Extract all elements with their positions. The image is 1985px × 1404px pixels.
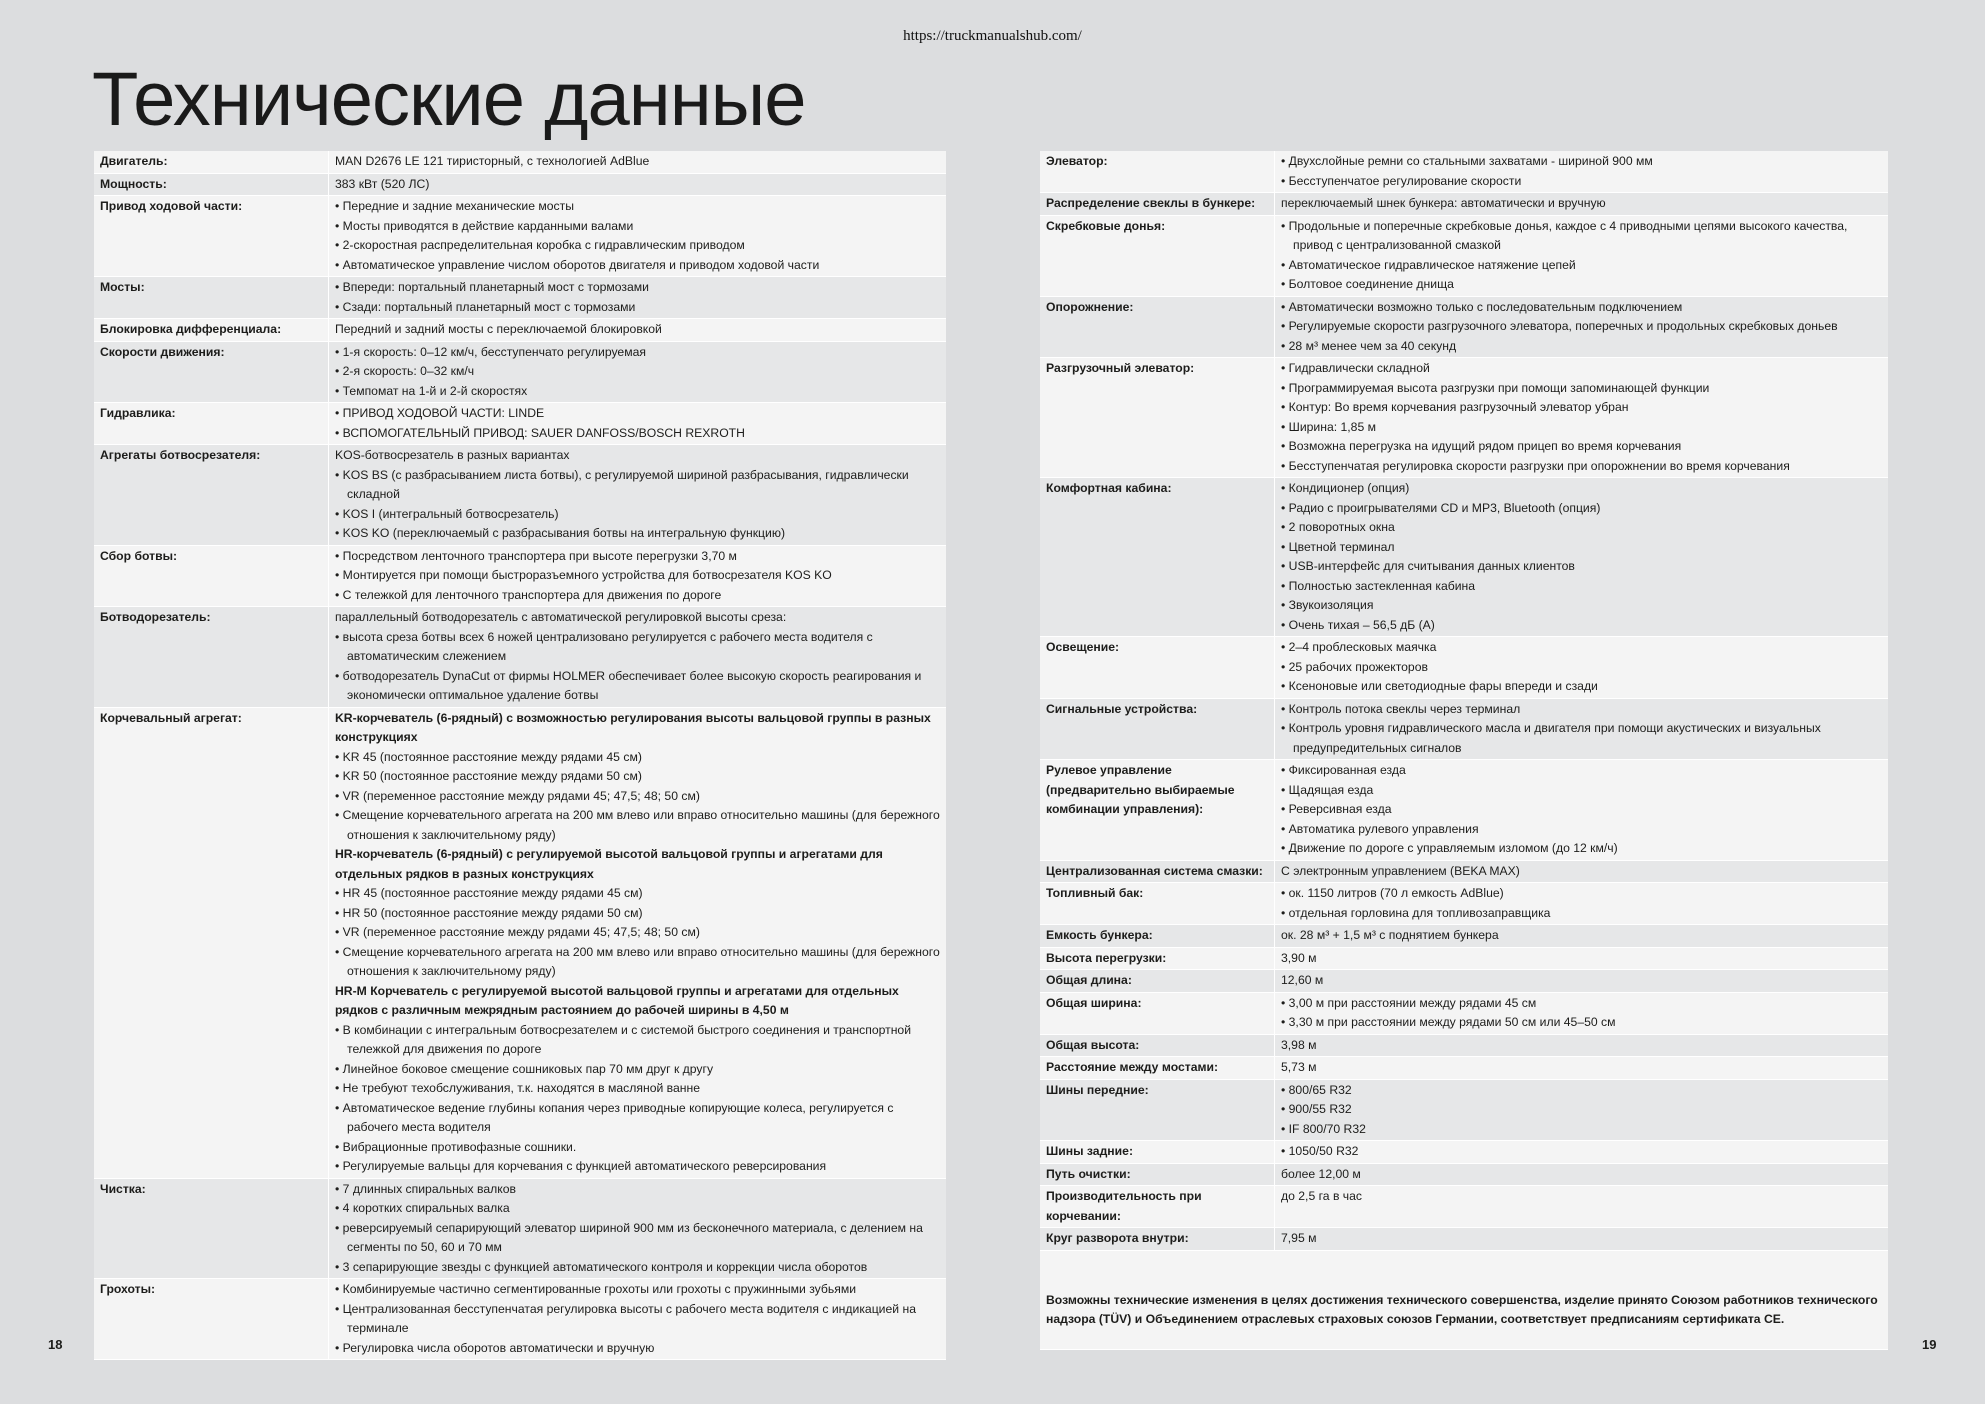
spec-row xyxy=(94,196,946,277)
spec-row xyxy=(1040,358,1888,478)
bullet-item: • Впереди: портальный планетарный мост с тормозами xyxy=(335,278,940,298)
spec-label: Чистка: xyxy=(94,1178,329,1279)
bullet-item: • 3,30 м при расстоянии между рядами 50 см или 45–50 см xyxy=(1281,1013,1882,1033)
spec-row xyxy=(1040,1057,1888,1080)
bullet-item: • 25 рабочих прожекторов xyxy=(1281,658,1882,678)
page-number-left: 18 xyxy=(48,1337,63,1352)
spec-label: Ботводорезатель: xyxy=(94,607,329,708)
bullet-item: • Мосты приводятся в действие карданными валами xyxy=(335,217,940,237)
bullet-item: • ПРИВОД ХОДОВОЙ ЧАСТИ: LINDE xyxy=(335,404,940,424)
spec-label: Блокировка дифференциала: xyxy=(94,319,329,342)
bullet-item: • Автоматическое гидравлическое натяжение цепей xyxy=(1281,256,1882,276)
value-text: KOS-ботвосрезатель в разных вариантах xyxy=(335,448,570,462)
bullet-item: • Вибрационные противофазные сошники. xyxy=(335,1138,940,1158)
spec-row xyxy=(94,341,946,403)
spec-label: Шины передние: xyxy=(1040,1079,1275,1141)
value-text: более 12,00 м xyxy=(1281,1166,1361,1181)
spec-label: Привод ходовой части: xyxy=(94,196,329,277)
value-text: 383 кВт (520 ЛС) xyxy=(335,176,430,191)
value-text: С электронным управлением (BEKA MAX) xyxy=(1281,863,1520,878)
spec-value xyxy=(329,151,947,173)
spec-value xyxy=(329,277,947,319)
spec-row xyxy=(1040,215,1888,296)
spec-label: Общая длина: xyxy=(1040,970,1275,993)
spec-value xyxy=(329,445,947,546)
spec-value xyxy=(1275,970,1889,993)
bullet-item: • 4 коротких спиральных валка xyxy=(335,1199,940,1219)
bullet-item: • Смещение корчевательного агрегата на 200 мм влево или вправо относительно машины (для бережного отношения к заключительному ряду) xyxy=(335,943,940,982)
spec-label: Централизованная система смазки: xyxy=(1040,860,1275,883)
spec-label: Производительность при корчевании: xyxy=(1040,1186,1275,1228)
spec-label: Скребковые донья: xyxy=(1040,215,1275,296)
bullet-item: • Болтовое соединение днища xyxy=(1281,275,1882,295)
bullet-item: • Комбинируемые частично сегментированные грохоты или грохоты с пружинными зубьями xyxy=(335,1280,940,1300)
spec-label: Емкость бункера: xyxy=(1040,925,1275,948)
bullet-item: • KR 45 (постоянное расстояние между рядами 45 см) xyxy=(335,748,940,768)
spec-row xyxy=(1040,760,1888,861)
spec-row xyxy=(1040,1228,1888,1251)
spec-value xyxy=(1275,478,1889,637)
bullet-item: • С тележкой для ленточного транспортера для движения по дороге xyxy=(335,586,940,606)
bullet-item: • Сзади: портальный планетарный мост с тормозами xyxy=(335,298,940,318)
value-text: 7,95 м xyxy=(1281,1231,1317,1245)
spec-label: Разгрузочный элеватор: xyxy=(1040,358,1275,478)
spec-row xyxy=(1040,193,1888,216)
bullet-item: • Движение по дороге с управляемым изломом (до 12 км/ч) xyxy=(1281,839,1882,859)
page-number-right: 19 xyxy=(1922,1337,1937,1352)
bullet-item: • KR 50 (постоянное расстояние между рядами 50 см) xyxy=(335,767,940,787)
bullet-item: • HR 45 (постоянное расстояние между рядами 45 см) xyxy=(335,884,940,904)
spec-row xyxy=(1040,1186,1888,1228)
bullet-item: • отдельная горловина для топливозаправщика xyxy=(1281,904,1882,924)
spec-label: Двигатель: xyxy=(94,151,329,173)
left-spec-table xyxy=(94,151,946,1360)
spec-value xyxy=(1275,1079,1889,1141)
bullet-item: • 2 поворотных окна xyxy=(1281,518,1882,538)
spec-label: Расстояние между мостами: xyxy=(1040,1057,1275,1080)
value-text: до 2,5 га в час xyxy=(1281,1189,1363,1203)
bullet-item: • USB-интерфейс для считывания данных клиентов xyxy=(1281,557,1882,577)
spec-value xyxy=(1275,992,1889,1034)
bullet-item: • Продольные и поперечные скребковые донья, каждое с 4 приводными цепями высокого качества, привод с централизованной смазкой xyxy=(1281,217,1882,256)
spec-value xyxy=(1275,698,1889,760)
spec-label: Сбор ботвы: xyxy=(94,545,329,607)
spec-value xyxy=(329,196,947,277)
bullet-item: • HR 50 (постоянное расстояние между рядами 50 см) xyxy=(335,904,940,924)
bullet-item: • Автоматически возможно только с последовательным подключением xyxy=(1281,298,1882,318)
bullet-item: • Цветной терминал xyxy=(1281,538,1882,558)
spec-label: Шины задние: xyxy=(1040,1141,1275,1164)
spec-row xyxy=(94,151,946,173)
subheading: KR-корчеватель (6-рядный) с возможностью регулирования высоты вальцовой группы в разных конструкциях xyxy=(335,710,931,744)
bullet-item: • VR (переменное расстояние между рядами 45; 47,5; 48; 50 см) xyxy=(335,787,940,807)
spec-row xyxy=(1040,925,1888,948)
value-text: 5,73 м xyxy=(1281,1060,1317,1074)
bullet-item: • Бесступенчатое регулирование скорости xyxy=(1281,172,1882,192)
spec-label: Комфортная кабина: xyxy=(1040,478,1275,637)
spec-row xyxy=(1040,478,1888,637)
bullet-item: • ВСПОМОГАТЕЛЬНЫЙ ПРИВОД: SAUER DANFOSS/BOSCH REXROTH xyxy=(335,424,940,444)
spec-value xyxy=(329,319,947,342)
spec-value xyxy=(1275,1163,1889,1186)
bullet-item: • 1050/50 R32 xyxy=(1281,1142,1882,1162)
spec-value xyxy=(329,707,947,1178)
bullet-item: • Регулировка числа оборотов автоматически и вручную xyxy=(335,1339,940,1359)
bullet-item: • Возможна перегрузка на идущий рядом прицеп во время корчевания xyxy=(1281,437,1882,457)
bullet-item: • Регулируемые вальцы для корчевания с функцией автоматического реверсирования xyxy=(335,1157,940,1177)
bullet-item: • Полностью застекленная кабина xyxy=(1281,577,1882,597)
bullet-item: • KOS I (интегральный ботвосрезатель) xyxy=(335,505,940,525)
subheading: HR-корчеватель (6-рядный) с регулируемой высотой вальцовой группы и агрегатами для отдельных рядков в разных конструкциях xyxy=(335,847,883,881)
bullet-item: • Гидравлически складной xyxy=(1281,359,1882,379)
value-text: ок. 28 м³ + 1,5 м³ с поднятием бункера xyxy=(1281,928,1499,942)
spec-label: Рулевое управление (предварительно выбираемые комбинации управления): xyxy=(1040,760,1275,861)
bullet-item: • 3,00 м при расстоянии между рядами 45 см xyxy=(1281,994,1882,1014)
value-text: 3,98 м xyxy=(1281,1037,1317,1052)
bullet-item: • Автоматическое управление числом оборотов двигателя и приводом ходовой части xyxy=(335,256,940,276)
subheading: HR-M Корчеватель с регулируемой высотой вальцовой группы и агрегатами для отдельных рядков с различным межрядным растоянием до рабочей ширины в 4,50 м xyxy=(335,983,899,1017)
spec-row xyxy=(1040,151,1888,193)
spec-label: Опорожнение: xyxy=(1040,296,1275,358)
spec-label: Агрегаты ботвосрезателя: xyxy=(94,445,329,546)
bullet-item: • Регулируемые скорости разгрузочного элеватора, поперечных и продольных скребковых доньев xyxy=(1281,317,1882,337)
bullet-item: • В комбинации с интегральным ботвосрезателем и с системой быстрого соединения и транспортной тележкой для движения по дороге xyxy=(335,1021,940,1060)
spec-label: Корчевальный агрегат: xyxy=(94,707,329,1178)
bullet-item: • Ксеноновые или светодиодные фары впереди и сзади xyxy=(1281,677,1882,697)
spec-value xyxy=(1275,860,1889,883)
bullet-item: • 2-я скорость: 0–32 км/ч xyxy=(335,362,940,382)
spec-value xyxy=(329,403,947,445)
spec-label: Высота перегрузки: xyxy=(1040,947,1275,970)
bullet-item: • Посредством ленточного транспортера при высоте перегрузки 3,70 м xyxy=(335,547,940,567)
bullet-item: • Двухслойные ремни со стальными захватами - шириной 900 мм xyxy=(1281,152,1882,172)
spec-value xyxy=(1275,1228,1889,1251)
value-text: параллельный ботводорезатель с автоматической регулировкой высоты среза: xyxy=(335,610,787,624)
spec-value xyxy=(329,341,947,403)
spec-value xyxy=(1275,1034,1889,1057)
spec-value xyxy=(1275,296,1889,358)
spec-label: Путь очистки: xyxy=(1040,1163,1275,1186)
bullet-item: • 800/65 R32 xyxy=(1281,1081,1882,1101)
spec-label: Элеватор: xyxy=(1040,151,1275,193)
spec-value xyxy=(329,173,947,196)
spec-row xyxy=(94,277,946,319)
bullet-item: • 28 м³ менее чем за 40 секунд xyxy=(1281,337,1882,357)
bullet-item: • Реверсивная езда xyxy=(1281,800,1882,820)
spec-label: Круг разворота внутри: xyxy=(1040,1228,1275,1251)
bullet-item: • IF 800/70 R32 xyxy=(1281,1120,1882,1140)
spec-value xyxy=(1275,1141,1889,1164)
bullet-item: • Автоматическое ведение глубины копания через приводные копирующие колеса, регулируется с рабочего места водителя xyxy=(335,1099,940,1138)
spec-row xyxy=(1040,698,1888,760)
spec-row xyxy=(1040,860,1888,883)
bullet-item: • Контур: Во время корчевания разгрузочный элеватор убран xyxy=(1281,398,1882,418)
value-text: переключаемый шнек бункера: автоматически и вручную xyxy=(1281,196,1606,210)
bullet-item: • Бесступенчатая регулировка скорости разгрузки при опорожнении во время корчевания xyxy=(1281,457,1882,477)
bullet-item: • Темпомат на 1-й и 2-й скоростях xyxy=(335,382,940,402)
spec-label: Сигнальные устройства: xyxy=(1040,698,1275,760)
spec-value xyxy=(1275,215,1889,296)
bullet-item: • Ширина: 1,85 м xyxy=(1281,418,1882,438)
spec-label: Общая ширина: xyxy=(1040,992,1275,1034)
spec-label: Общая высота: xyxy=(1040,1034,1275,1057)
spec-value xyxy=(329,1279,947,1360)
spec-label: Распределение свеклы в бункере: xyxy=(1040,193,1275,216)
bullet-item: • 900/55 R32 xyxy=(1281,1100,1882,1120)
bullet-item: • Кондиционер (опция) xyxy=(1281,479,1882,499)
spec-row xyxy=(1040,1034,1888,1057)
spec-value xyxy=(1275,883,1889,925)
bullet-item: • Контроль уровня гидравлического масла и двигателя при помощи акустических и визуальных предупредительных сигналов xyxy=(1281,719,1882,758)
spec-row xyxy=(94,1279,946,1360)
spec-value xyxy=(1275,1057,1889,1080)
value-text: Передний и задний мосты с переключаемой блокировкой xyxy=(335,322,662,336)
spec-row xyxy=(1040,637,1888,699)
spec-row xyxy=(1040,970,1888,993)
spec-value xyxy=(329,545,947,607)
right-spec-table xyxy=(1040,151,1888,1350)
bullet-item: • Централизованная бесступенчатая регулировка высоты с рабочего места водителя с индикацией на терминале xyxy=(335,1300,940,1339)
spec-row xyxy=(1040,1141,1888,1164)
spec-label: Топливный бак: xyxy=(1040,883,1275,925)
spec-row xyxy=(1040,883,1888,925)
value-text: 3,90 м xyxy=(1281,950,1317,965)
spec-label: Скорости движения: xyxy=(94,341,329,403)
spec-row xyxy=(94,607,946,708)
bullet-item: • Радио с проигрывателями CD и MP3, Bluetooth (опция) xyxy=(1281,499,1882,519)
bullet-item: • высота среза ботвы всех 6 ножей централизовано регулируется с рабочего места водителя с автоматическим слежением xyxy=(335,628,940,667)
spec-value xyxy=(1275,193,1889,216)
spec-row xyxy=(94,445,946,546)
spec-value xyxy=(1275,358,1889,478)
footnote: Возможны технические изменения в целях достижения технического совершенства, изделие принято Союзом работников технического надзора (TÜV) и Объединением отраслевых страховых союзов Германии, соответствует предписаниям сертификата СЕ. xyxy=(1040,1250,1888,1349)
bullet-item: • KOS KO (переключаемый с разбрасывания ботвы на интегральную функцию) xyxy=(335,524,940,544)
spec-value xyxy=(1275,760,1889,861)
bullet-item: • Щадящая езда xyxy=(1281,781,1882,801)
spec-row xyxy=(94,545,946,607)
bullet-item: • Линейное боковое смещение сошниковых пар 70 мм друг к другу xyxy=(335,1060,940,1080)
spec-row xyxy=(94,173,946,196)
bullet-item: • Очень тихая – 56,5 дБ (А) xyxy=(1281,616,1882,636)
footnote-row xyxy=(1040,1250,1888,1349)
bullet-item: • Передние и задние механические мосты xyxy=(335,197,940,217)
bullet-item: • Монтируется при помощи быстроразъемного устройства для ботвосрезателя KOS KO xyxy=(335,566,940,586)
spec-value xyxy=(329,1178,947,1279)
spec-value xyxy=(1275,637,1889,699)
spec-label: Освещение: xyxy=(1040,637,1275,699)
spec-row xyxy=(94,707,946,1178)
spec-label: Мосты: xyxy=(94,277,329,319)
bullet-item: • Программируемая высота разгрузки при помощи запоминающей функции xyxy=(1281,379,1882,399)
spec-value xyxy=(329,607,947,708)
bullet-item: • Звукоизоляция xyxy=(1281,596,1882,616)
bullet-item: • Не требуют техобслуживания, т.к. находятся в масляной ванне xyxy=(335,1079,940,1099)
spec-row xyxy=(1040,947,1888,970)
value-text: MAN D2676 LE 121 тиристорный, с технологией AdBlue xyxy=(335,154,650,168)
bullet-item: • 2–4 проблесковых маячка xyxy=(1281,638,1882,658)
spec-row xyxy=(1040,992,1888,1034)
bullet-item: • 3 сепарирующие звезды с функцией автоматического контроля и коррекции числа оборотов xyxy=(335,1258,940,1278)
bullet-item: • Фиксированная езда xyxy=(1281,761,1882,781)
spec-label: Мощность: xyxy=(94,173,329,196)
bullet-item: • KOS BS (с разбрасыванием листа ботвы), с регулируемой шириной разбрасывания, гидравлически складной xyxy=(335,466,940,505)
spec-row xyxy=(94,403,946,445)
bullet-item: • Автоматика рулевого управления xyxy=(1281,820,1882,840)
value-text: 12,60 м xyxy=(1281,973,1324,987)
page-title: Технические данные xyxy=(92,57,806,142)
spec-row xyxy=(1040,296,1888,358)
bullet-item: • 2-скоростная распределительная коробка с гидравлическим приводом xyxy=(335,236,940,256)
spec-row xyxy=(1040,1079,1888,1141)
bullet-item: • Смещение корчевательного агрегата на 200 мм влево или вправо относительно машины (для бережного отношения к заключительному ряду) xyxy=(335,806,940,845)
spec-row xyxy=(1040,1163,1888,1186)
source-url: https://truckmanualshub.com/ xyxy=(903,28,1082,44)
spec-value xyxy=(1275,1186,1889,1228)
bullet-item: • 7 длинных спиральных валков xyxy=(335,1180,940,1200)
spec-label: Гидравлика: xyxy=(94,403,329,445)
bullet-item: • Контроль потока свеклы через терминал xyxy=(1281,700,1882,720)
spec-value xyxy=(1275,925,1889,948)
bullet-item: • VR (переменное расстояние между рядами 45; 47,5; 48; 50 см) xyxy=(335,923,940,943)
bullet-item: • реверсируемый сепарирующий элеватор шириной 900 мм из бесконечного материала, с делением на сегменты по 50, 60 и 70 мм xyxy=(335,1219,940,1258)
spec-row xyxy=(94,1178,946,1279)
spec-label: Грохоты: xyxy=(94,1279,329,1360)
bullet-item: • ботводорезатель DynaCut от фирмы HOLMER обеспечивает более высокую скорость реагирования и экономически оптимальное удаление ботвы xyxy=(335,667,940,706)
spec-value xyxy=(1275,947,1889,970)
bullet-item: • ок. 1150 литров (70 л емкость AdBlue) xyxy=(1281,884,1882,904)
spec-value xyxy=(1275,151,1889,193)
bullet-item: • 1-я скорость: 0–12 км/ч, бесступенчато регулируемая xyxy=(335,343,940,363)
spec-row xyxy=(94,319,946,342)
